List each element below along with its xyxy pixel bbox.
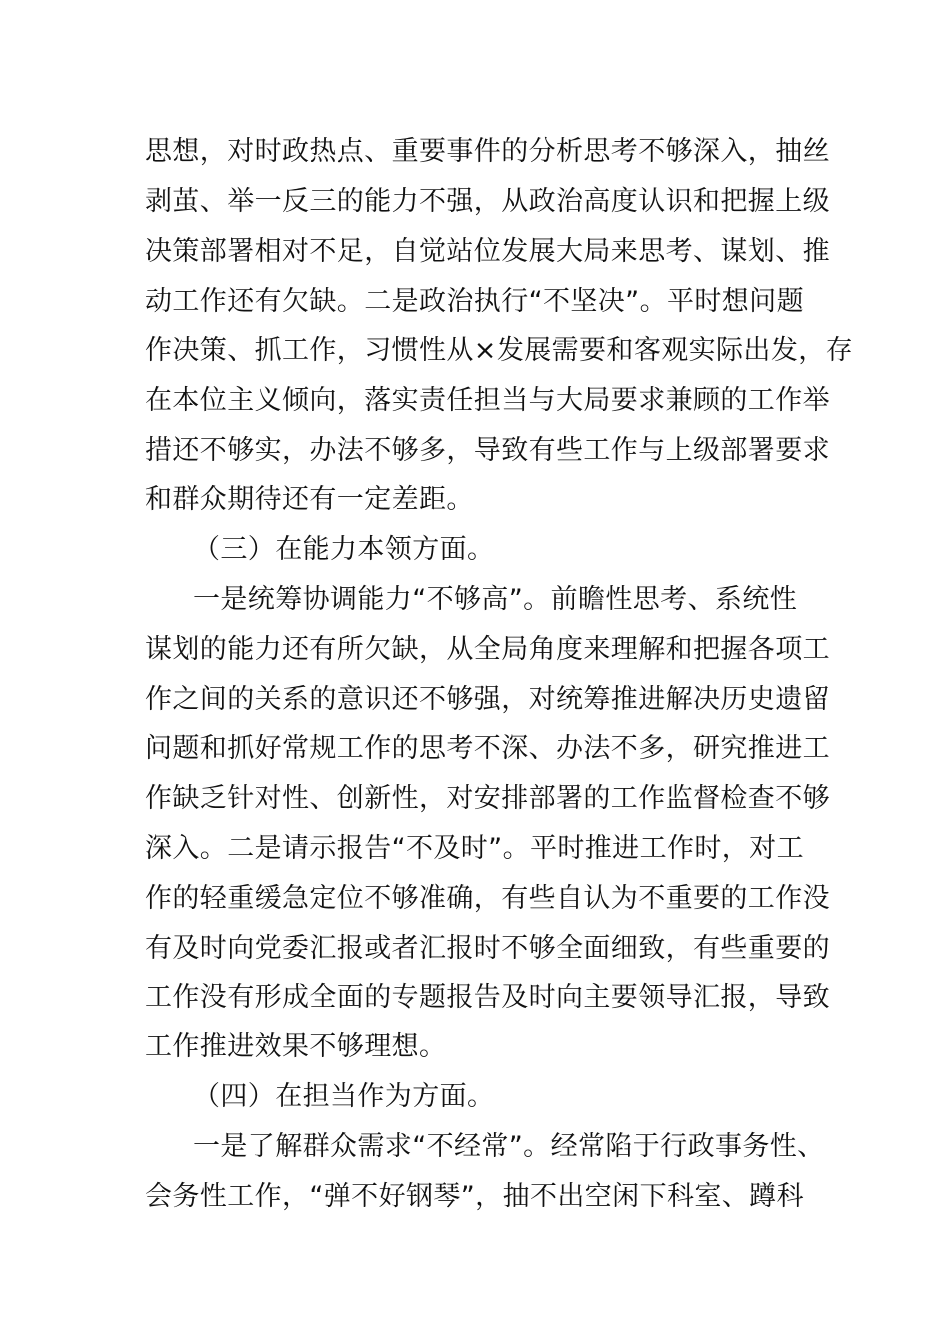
text-line: 决策部署相对不足，自觉站位发展大局来思考、谋划、推 (145, 236, 830, 267)
text-line: 谋划的能力还有所欠缺，从全局角度来理解和把握各项工 (145, 634, 830, 665)
text-line: 思想，对时政热点、重要事件的分析思考不够深入，抽丝 (145, 136, 830, 167)
text-line: 深入。二是请示报告“不及时”。平时推进工作时，对工 (145, 833, 804, 864)
section-heading: （四）在担当作为方面。 (193, 1081, 495, 1112)
text-line: 问题和抓好常规工作的思考不深、办法不多，研究推进工 (145, 733, 830, 764)
text-line: 会务性工作，“弹不好钢琴”，抽不出空闲下科室、蹲科 (145, 1181, 804, 1212)
text-line: 作之间的关系的意识还不够强，对统筹推进解决历史遗留 (145, 684, 830, 715)
text-line: 作决策、抓工作，习惯性从×发展需要和客观实际出发，存 (145, 335, 854, 366)
text-line: 和群众期待还有一定差距。 (145, 484, 474, 515)
text-line: 在本位主义倾向，落实责任担当与大局要求兼顾的工作举 (145, 385, 830, 416)
section-heading: （三）在能力本领方面。 (193, 534, 495, 565)
text-line: 措还不够实，办法不够多，导致有些工作与上级部署要求 (145, 435, 830, 466)
text-line: 一是了解群众需求“不经常”。经常陷于行政事务性、 (193, 1131, 825, 1162)
text-line: 有及时向党委汇报或者汇报时不够全面细致，有些重要的 (145, 933, 830, 964)
text-line: 一是统筹协调能力“不够高”。前瞻性思考、系统性 (193, 584, 798, 615)
text-line: 工作没有形成全面的专题报告及时向主要领导汇报，导致 (145, 982, 830, 1013)
text-line: 剥茧、举一反三的能力不强，从政治高度认识和把握上级 (145, 186, 830, 217)
text-line: 动工作还有欠缺。二是政治执行“不坚决”。平时想问题 (145, 286, 804, 317)
text-line: 作的轻重缓急定位不够准确，有些自认为不重要的工作没 (145, 883, 830, 914)
text-line: 工作推进效果不够理想。 (145, 1031, 447, 1062)
text-line: 作缺乏针对性、创新性，对安排部署的工作监督检查不够 (145, 783, 830, 814)
